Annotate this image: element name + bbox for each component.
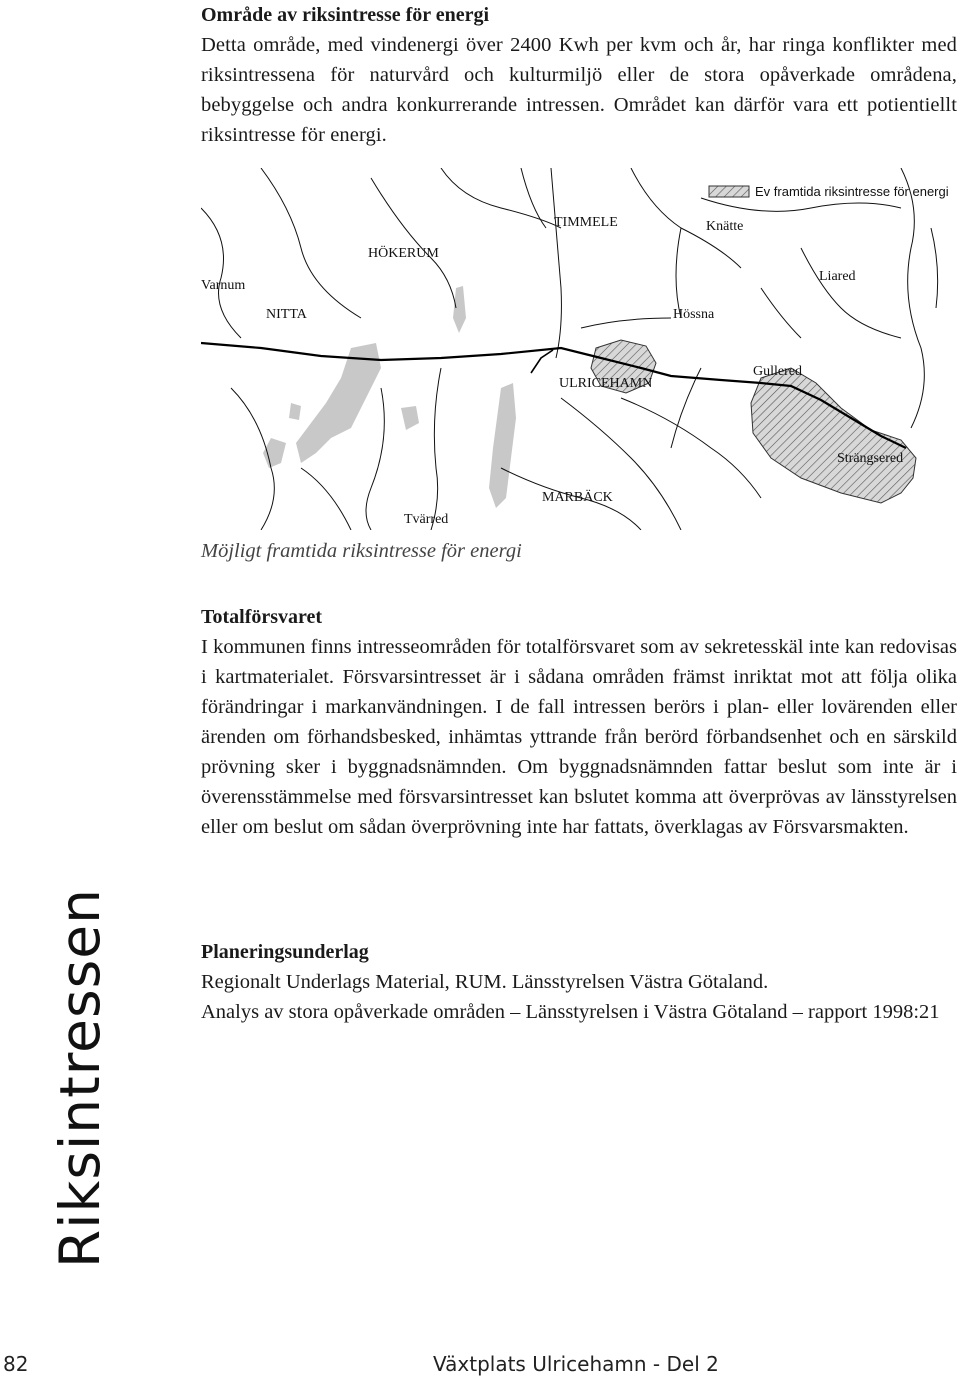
energy-section: [201, 0, 957, 150]
label-gullered: Gullered: [753, 364, 802, 379]
label-tvarred: Tvärred: [404, 512, 449, 527]
legend-swatch: [709, 186, 749, 197]
label-varnum: Varnum: [201, 278, 246, 293]
defense-heading: Totalförsvaret: [201, 606, 323, 628]
energy-heading: Område av riksintresse för energi: [201, 4, 490, 26]
energy-text: Detta område, med vindenergi över 2400 Kwh per kvm och år, har ringa konflikter med riksintressena för naturvård och kulturmiljö eller de stora opåverkade områdena, bebyggelse och andra konkurrerande intressen. Området kan därför vara ett potientiellt riksintresse för energi.: [201, 34, 957, 146]
label-timmele: TIMMELE: [554, 215, 618, 230]
planning-heading: Planeringsunderlag: [201, 941, 369, 963]
label-marback: MARBÄCK: [542, 490, 613, 505]
label-hokerum: HÖKERUM: [368, 246, 439, 261]
defense-section: [201, 602, 957, 842]
label-ulricehamn: ULRICEHAMN: [559, 376, 653, 391]
label-hossna: Hössna: [673, 307, 715, 322]
planning-reference-2: Analys av stora opåverkade områden – Länsstyrelsen i Västra Götaland – rapport 1998:21: [201, 1001, 940, 1023]
planning-reference-1: Regionalt Underlags Material, RUM. Länsstyrelsen Västra Götaland.: [201, 971, 769, 993]
page-number: 82: [3, 1352, 29, 1376]
label-liared: Liared: [819, 269, 856, 284]
map-caption: Möjligt framtida riksintresse för energi: [201, 540, 522, 562]
label-nitta: NITTA: [266, 307, 307, 322]
chapter-side-label: Riksintressen: [48, 888, 112, 1268]
label-strangsered: Strängsered: [837, 451, 904, 466]
map-legend: Ev framtida riksintresse för energi: [755, 184, 949, 199]
planning-section: [201, 937, 957, 1027]
label-knatte: Knätte: [706, 219, 744, 234]
footer-title: Växtplats Ulricehamn - Del 2: [433, 1352, 719, 1376]
defense-text: I kommunen finns intresseområden för totalförsvaret som av sekretesskäl inte kan redovisas i kartmaterialet. Försvarsintresset är i sådana områden främst inriktat mot att följa olika förändringar i markanvändningen. I de fall intressen berörs i plan- eller lovärenden eller ärenden om förhandsbesked, inhämtas yttrande från berörd förbandsenhet och en särskild prövning sker i byggnadsnämnden. Om byggnadsnämnden fattar beslut som inte är i överensstämmelse med försvarsintresset kan bslutet komma att överprövas av länsstyrelsen eller om beslut om sådan överprövning inte har fattats, överklagas av Försvarsmakten.: [201, 636, 957, 838]
energy-map: [201, 168, 951, 530]
